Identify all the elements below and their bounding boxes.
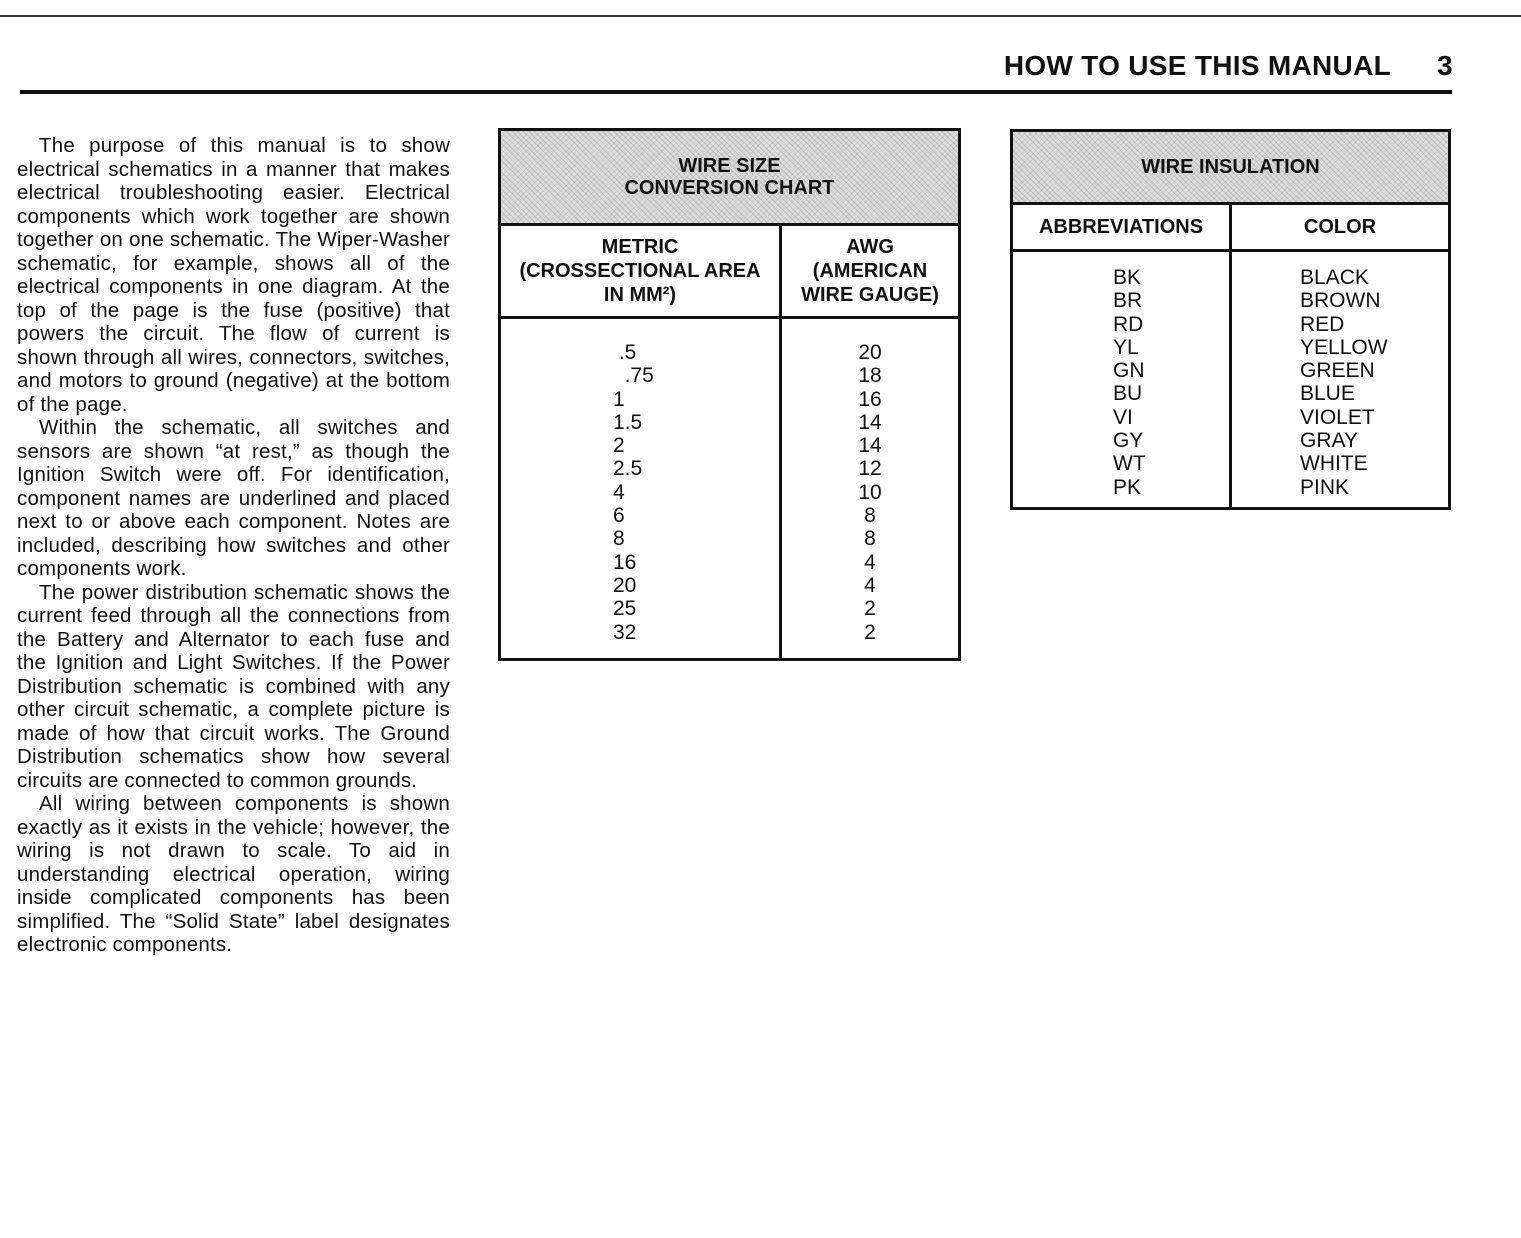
metric-value: 16 [613,550,637,574]
color-name: BLUE [1300,382,1355,406]
awg-value: 14 [858,410,882,434]
color-name: RED [1300,312,1345,336]
awg-value: 8 [864,504,876,528]
color-name: VIOLET [1300,405,1375,429]
awg-value: 12 [858,457,882,481]
abbreviation: RD [1113,312,1144,336]
header-line: METRIC [601,236,679,258]
page-number: 3 [1437,50,1453,81]
abbreviation: BR [1113,289,1143,313]
awg-value: 16 [858,387,882,411]
abbreviation-values [1012,251,1231,509]
color-name: WHITE [1300,452,1368,476]
header-line: AWG [846,236,894,258]
awg-value: 4 [864,550,876,574]
metric-value: 25 [613,597,637,621]
metric-values [500,318,781,660]
wire-size-conversion-chart [498,128,961,661]
abbreviation: VI [1113,405,1133,429]
awg-value: 8 [864,527,876,551]
metric-value: 32 [613,620,637,644]
color-name: PINK [1300,475,1350,499]
color-values [1231,251,1450,509]
awg-value: 2 [864,620,876,644]
metric-value: .5 [613,341,637,364]
wire-insulation-table [1010,129,1451,510]
abbreviation: YL [1113,335,1139,359]
awg-value: 20 [858,341,882,364]
metric-value: 2 [613,434,625,458]
paragraph: The purpose of this manual is to show electrical schematics in a manner that makes electrical troubleshooting easier. Electrical components which work together are shown together on one schematic. The Wiper-Washer schematic, for example, shows all of the electrical components in one diagram. At the top of the page is the fuse (positive) that powers the circuit. The flow of current is shown through all wires, connectors, switches, and motors to ground (negative) at the bottom of the page. [17,134,450,416]
paragraph: Within the schematic, all switches and sensors are shown “at rest,” as though the Ignition Switch were off. For identification, component names are underlined and placed next to or above each component. Notes are included, describing how switches and other components work. [17,416,450,580]
awg-value: 4 [864,573,876,597]
color-name: YELLOW [1300,335,1388,359]
page-title: HOW TO USE THIS MANUAL [1003,50,1391,81]
awg-column-header [781,225,960,318]
paragraph: The power distribution schematic shows the current feed through all the connections from the Battery and Alternator to each fuse and the Ignition and Light Switches. If the Power Distribution schematic is combined with any other circuit schematic, a complete picture is made of how that circuit works. The Ground Distribution schematics show how several circuits are connected to common grounds. [17,580,450,792]
color-name: BROWN [1300,289,1381,313]
paragraph: All wiring between components is shown exactly as it exists in the vehicle; however, the wiring is not drawn to scale. To aid in understanding electrical operation, wiring inside complicated components has been simplified. The “Solid State” label designates electronic components. [17,792,450,956]
chart-title-line: WIRE SIZE [678,155,781,177]
metric-value: 4 [613,480,625,504]
awg-value: 14 [858,434,882,458]
header-line: WIRE GAUGE) [801,284,939,306]
wire-size-chart-title [500,130,960,225]
color-name: BLACK [1300,266,1369,289]
color-name: GRAY [1300,429,1358,453]
metric-value: 6 [613,504,625,528]
top-rule [0,15,1521,17]
wire-insulation-title: WIRE INSULATION [1012,131,1450,204]
color-name: GREEN [1300,359,1375,383]
body-text [17,134,450,957]
awg-value: 18 [858,364,882,388]
color-column-header: COLOR [1231,204,1450,251]
metric-value: 8 [613,527,625,551]
header-rule [20,90,1452,94]
header-line: (AMERICAN [812,260,928,282]
chart-title-line: CONVERSION CHART [624,177,835,199]
abbreviation: GY [1113,429,1144,453]
metric-value: 1 [613,387,625,411]
awg-value: 10 [858,480,882,504]
abbreviation: WT [1113,452,1146,476]
abbreviation: BK [1113,266,1142,289]
metric-value: .75 [613,364,654,388]
abbreviations-column-header: ABBREVIATIONS [1012,204,1231,251]
metric-value: 20 [613,573,637,597]
metric-value: 2.5 [613,457,643,481]
header-line: IN MM²) [603,284,677,306]
abbreviation: BU [1113,382,1143,406]
abbreviation: PK [1113,475,1142,499]
awg-value: 2 [864,597,876,621]
awg-values [781,318,960,660]
metric-value: 1.5 [613,410,643,434]
header-line: (CROSSECTIONAL AREA [519,260,761,282]
metric-column-header [500,225,781,318]
abbreviation: GN [1113,359,1145,383]
